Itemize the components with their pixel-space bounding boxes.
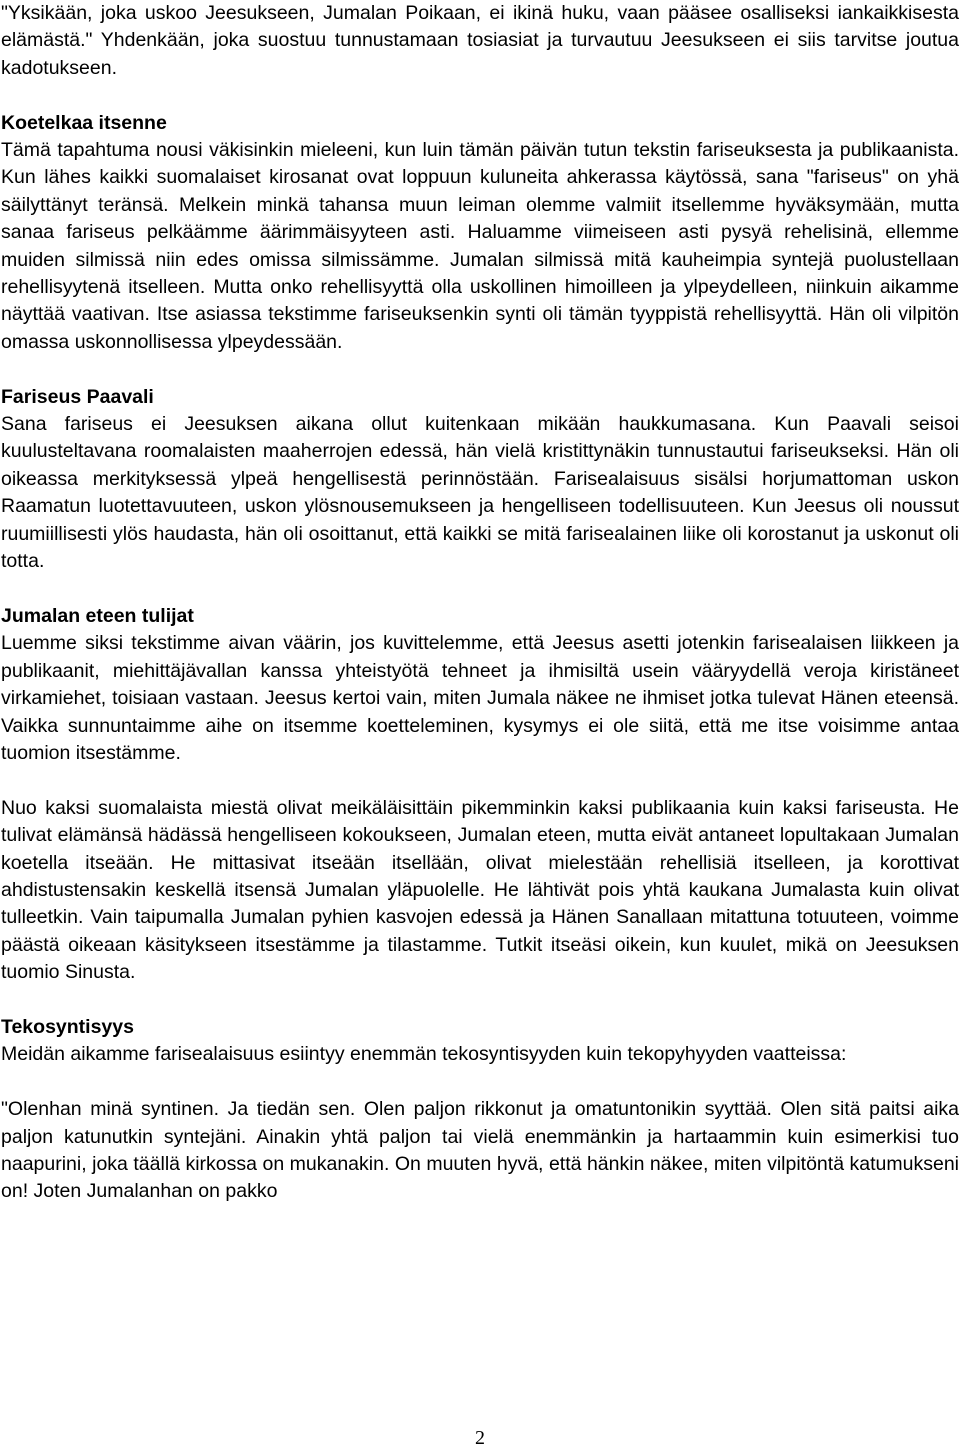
jumalan-eteen-paragraph-1: Luemme siksi tekstimme aivan väärin, jos kuvittelemme, että Jeesus asetti jotenkin farisealaisen liikkeen ja publikaanit, miehittäjävallan kanssa yhteistyötä tehneet ja ihmisiltä usein vääryydellä veroja kiristäneet virkamiehet, toisiaan vastaan. Jeesus kertoi vain, miten Jumala näkee ne ihmiset jotka tulevat Hänen eteensä. Vaikka sunnuntaimme aihe on itsemme koetteleminen, kysymys ei ole siitä, että me itse voisimme antaa tuomion itsestämme.	[1, 632, 959, 764]
spacer	[1, 576, 959, 603]
jumalan-eteen-paragraph-2: Nuo kaksi suomalaista miestä olivat meikäläisittäin pikemminkin kaksi publikaania kuin kaksi fariseusta. He tulivat elämänsä hädässä hengelliseen kokoukseen, Jumalan eteen, mutta eivät antaneet lopultakaan Jumalan koetella itseään. He mittasivat itseään itsellään, olivat mielestään rehellisiä itselleen, ja korottivat ahdistustensakin keskellä itsensä Jumalan yläpuolelle. He lähtivät pois yhtä kaukana Jumalasta kuin olivat tulleetkin. Vain taipumalla Jumalan pyhien kasvojen edessä ja Hänen Sanallaan mitattuna totuuteen, voimme päästä oikeaan käsitykseen itsestämme ja tilastamme. Tutkit itseäsi oikein, kun kuulet, mikä on Jeesuksen tuomio Sinusta.	[1, 796, 959, 984]
intro-paragraph: "Yksikään, joka uskoo Jeesukseen, Jumalan Poikaan, ei ikinä huku, vaan pääsee osalliseksi iankaikkisesta elämästä." Yhdenkään, joka suostuu tunnustamaan tosiasiat ja turvautuu Jeesukseen ei siis tarvitse joutua kadotukseen.	[1, 2, 959, 79]
tekosyntisyys-paragraph-2: "Olenhan minä syntinen. Ja tiedän sen. Olen paljon rikkonut ja omatuntonikin syyttää. Olen sitä paitsi aika paljon katunutkin syntejäni. Ainakin yhtä paljon tai vielä enemmänkin ja hartaammin kuin esimerkisi tuo naapurini, joka täällä kirkossa on mukanakin. On muuten hyvä, että hänkin näkee, miten vilpitöntä katumukseni on! Joten Jumalanhan on pakko	[1, 1098, 959, 1203]
koetelkaa-paragraph: Tämä tapahtuma nousi väkisinkin mieleeni, kun luin tämän päivän tutun tekstin fariseuksesta ja publikaanista. Kun lähes kaikki suomalaiset kirosanat ovat loppuun kuluneita ahkerassa käytössä, sana "fariseus" on yhä säilyttänyt teränsä. Melkein minkä tahansa muun leiman olemme valmiit itsellemme hyväksymään, mutta sanaa fariseus pelkäämme äärimmäisyyteen asti. Haluamme viimeiseen asti pysyä rehelisinä, ellemme muiden silmissä niin edes omissa silmissämme. Jumalan silmissä mitä kauheimpia syntejä puolustellaan rehellisyytenä itselleen. Mutta onko rehellisyyttä olla uskollinen himoilleen ja ylpeydelleen, niinkuin aikamme näyttää vaativan. Itse asiassa tekstimme fariseuksenkin synti oli tämän tyyppistä rehellisyyttä. Hän oli vilpitön omassa uskonnollisessa ylpeydessään.	[1, 139, 959, 353]
page-number: 2	[475, 1427, 485, 1449]
spacer	[1, 356, 959, 383]
heading-jumalan-eteen-tulijat: Jumalan eteen tulijat	[1, 604, 194, 627]
spacer	[1, 767, 959, 794]
heading-koetelkaa-itsenne: Koetelkaa itsenne	[1, 111, 167, 134]
spacer	[1, 987, 959, 1014]
heading-fariseus-paavali: Fariseus Paavali	[1, 385, 154, 408]
spacer	[1, 82, 959, 109]
fariseus-paavali-paragraph: Sana fariseus ei Jeesuksen aikana ollut kuitenkaan mikään haukkumasana. Kun Paavali seisoi kuulusteltavana roomalaisten maaherrojen edessä, hän vielä kristittynäkin tunnustautui fariseukseksi. Hän oli oikeassa merkityksessä ylpeä hengellisestä perinnöstään. Farisealaisuus sisälsi horjumattoman uskon Raamatun luotettavuuteen, uskon ylösnousemukseen ja hengelliseen todellisuuteen. Kun Jeesus oli noussut ruumiillisesti ylös haudasta, hän oli osoittanut, että kaikki se mitä farisealainen liike oli korostanut ja uskonut oli totta.	[1, 413, 959, 573]
spacer	[1, 1069, 959, 1096]
tekosyntisyys-paragraph-1: Meidän aikamme farisealaisuus esiintyy enemmän tekosyntisyyden kuin tekopyhyyden vaatteissa:	[1, 1043, 847, 1066]
heading-tekosyntisyys: Tekosyntisyys	[1, 1015, 134, 1038]
